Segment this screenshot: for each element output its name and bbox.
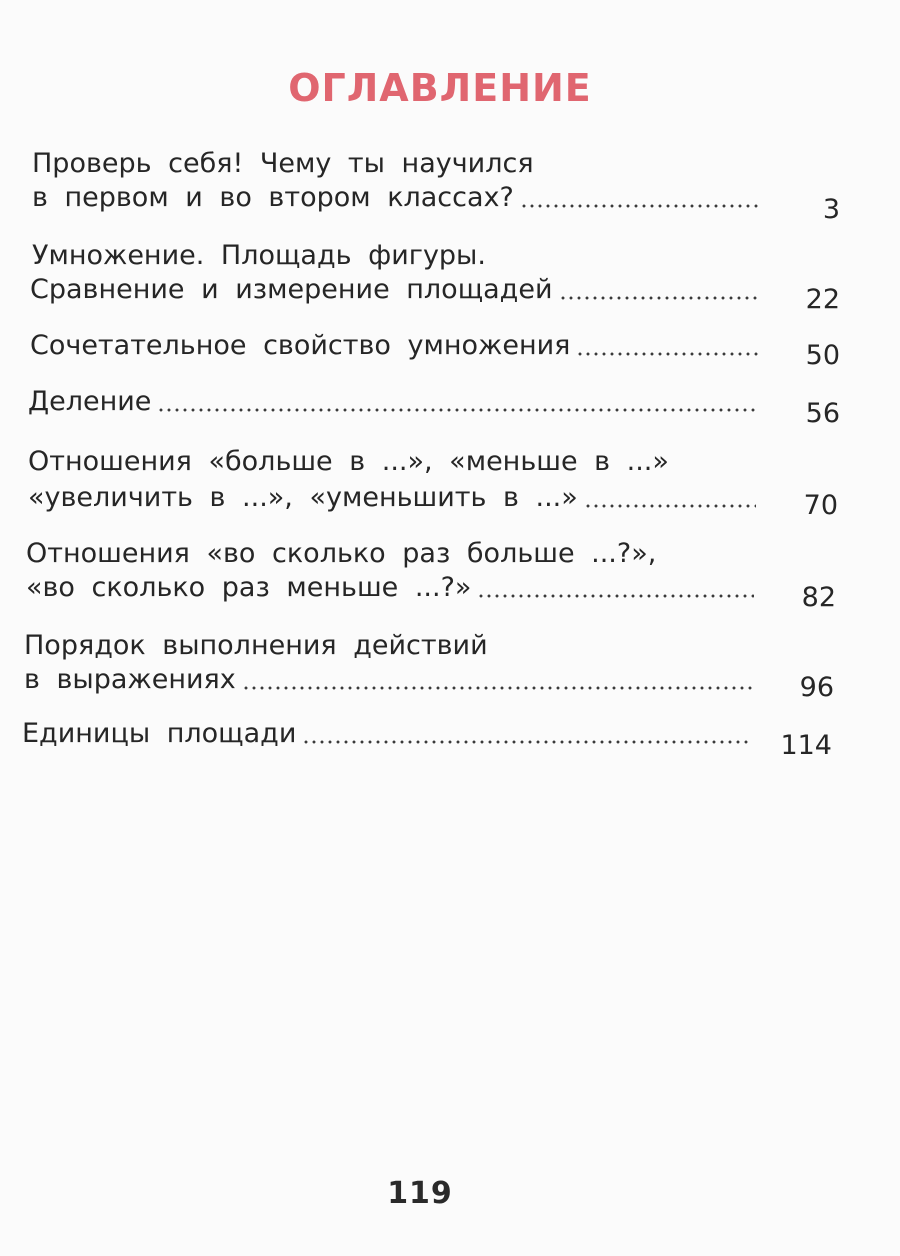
toc-entry-line: Сравнение и измерение площадей [30, 274, 553, 305]
toc-entry-line: «увеличить в ...», «уменьшить в ...» [28, 482, 578, 513]
toc-page-number: 96 [799, 672, 834, 703]
dot-leader [520, 203, 760, 209]
toc-entry-line: Отношения «больше в ...», «меньше в ...» [28, 446, 669, 477]
page-number: 119 [387, 1176, 453, 1211]
toc-page-number: 70 [803, 490, 838, 521]
toc-entry-line: в первом и во втором классах? [32, 182, 514, 213]
dot-leader [576, 351, 758, 357]
dot-leader [477, 593, 754, 599]
toc-entry-line: Порядок выполнения действий [24, 630, 488, 661]
toc-entry-line: Проверь себя! Чему ты научился [32, 148, 534, 179]
toc-entry-line: Единицы площади [22, 718, 297, 749]
toc-page-number: 56 [805, 398, 840, 429]
toc-entry-line: в выражениях [24, 664, 236, 695]
dot-leader [242, 685, 752, 691]
dot-leader [584, 503, 756, 509]
page-title: ОГЛАВЛЕНИЕ [288, 66, 592, 110]
toc-entry-line: «во сколько раз меньше ...?» [26, 572, 472, 603]
toc-entry-line: Деление [28, 386, 152, 417]
dot-leader [157, 407, 758, 413]
dot-leader [302, 739, 748, 745]
toc-page-number: 22 [805, 284, 840, 315]
dot-leader [559, 295, 759, 301]
toc-page-number: 114 [780, 730, 832, 761]
toc-page-number: 82 [801, 582, 836, 613]
toc-page-number: 50 [805, 340, 840, 371]
toc-entry-line: Отношения «во сколько раз больше ...?», [26, 538, 657, 569]
toc-page-number: 3 [822, 194, 840, 225]
toc-entry-line: Сочетательное свойство умножения [30, 330, 571, 361]
toc-entry-line: Умножение. Площадь фигуры. [32, 240, 486, 271]
